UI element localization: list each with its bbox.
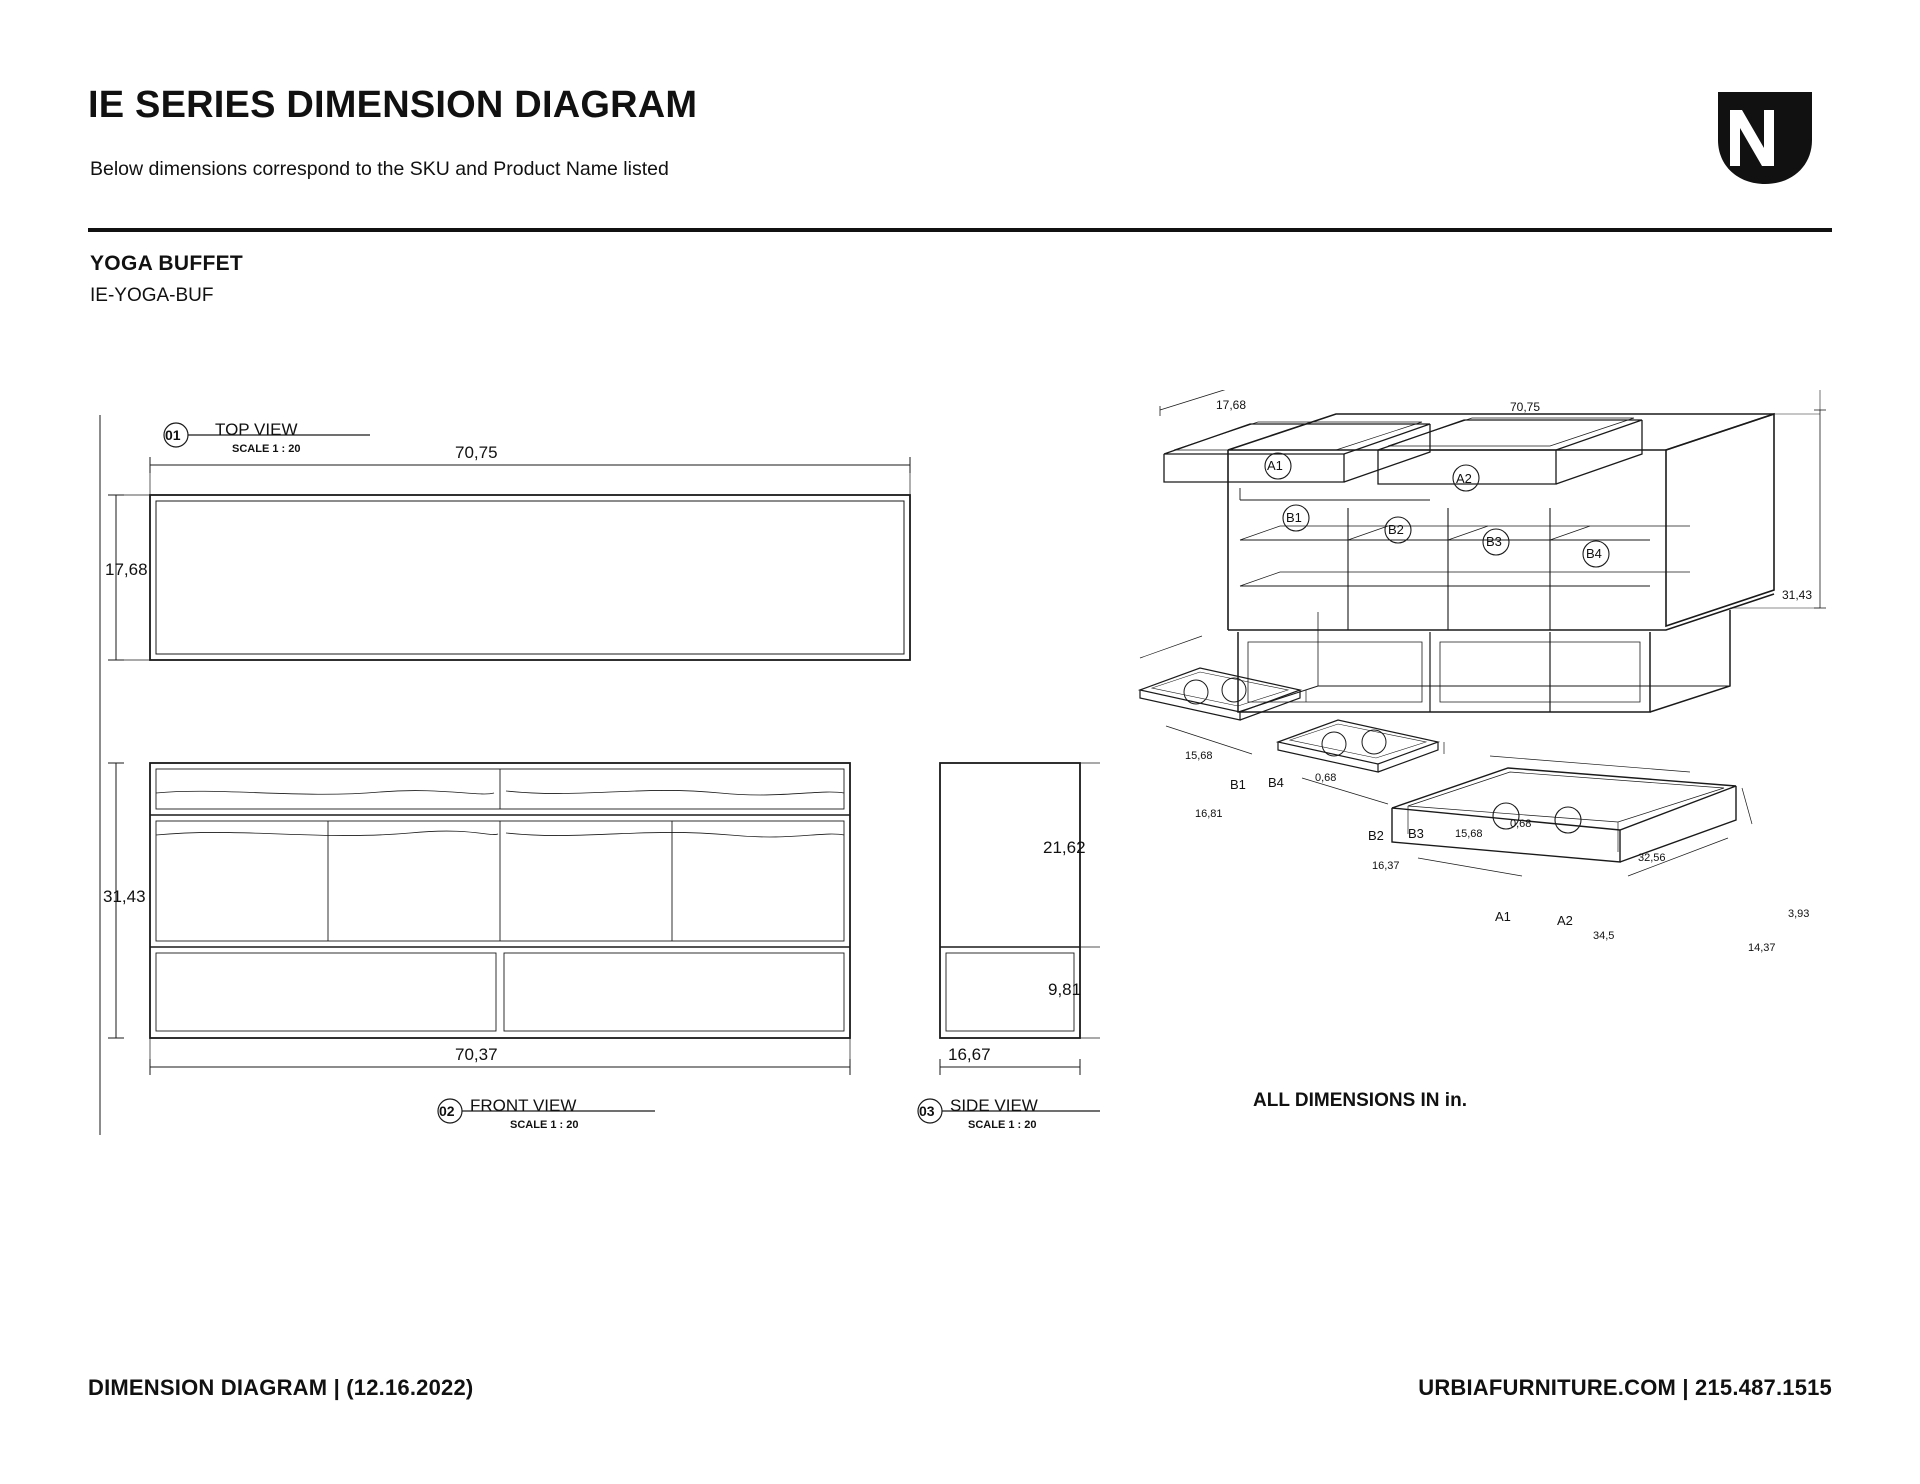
units-note: ALL DIMENSIONS IN in. (1253, 1090, 1467, 1111)
page-subtitle: Below dimensions correspond to the SKU and Product Name listed (90, 158, 669, 180)
view-scale-side: SCALE 1 : 20 (968, 1119, 1037, 1131)
dim-side-upper-height: 21,62 (1043, 838, 1086, 857)
dim-front-height: 31,43 (103, 887, 146, 906)
urbia-shield-logo-icon (1712, 88, 1818, 188)
view-label-front: FRONT VIEW (470, 1096, 577, 1115)
dim-drawer-outer-width: 34,5 (1593, 930, 1615, 942)
dim-drawer-height: 3,93 (1788, 908, 1810, 920)
view-scale-top: SCALE 1 : 20 (232, 443, 301, 455)
view-scale-front: SCALE 1 : 20 (510, 1119, 579, 1131)
callout-b2: B2 (1388, 522, 1404, 537)
header-divider (88, 228, 1832, 232)
callout-shelf-b1: B1 (1230, 777, 1246, 792)
dim-side-depth: 16,67 (948, 1045, 991, 1064)
dim-front-width: 70,37 (455, 1045, 498, 1064)
footer-left-text: DIMENSION DIAGRAM | (12.16.2022) (88, 1375, 474, 1400)
callout-b1: B1 (1286, 510, 1302, 525)
isometric-views-group (1130, 390, 1910, 1020)
view-number-03: 03 (919, 1103, 935, 1119)
view-number-01: 01 (165, 427, 181, 443)
callout-shelf-b3: B3 (1408, 826, 1424, 841)
callout-b4: B4 (1586, 546, 1602, 561)
callout-shelf-b2: B2 (1368, 828, 1384, 843)
dim-side-lower-height: 9,81 (1048, 980, 1082, 999)
dim-shelf-b2b3-depth: 16,37 (1372, 860, 1400, 872)
product-sku: IE-YOGA-BUF (90, 285, 214, 306)
view-number-02: 02 (439, 1103, 455, 1119)
dim-shelf-b2b3-thickness: 0,68 (1510, 818, 1532, 830)
orthographic-views-group (80, 395, 1100, 1155)
dim-shelf-b1b4-width: 15,68 (1185, 750, 1213, 762)
view-label-top: TOP VIEW (215, 420, 298, 439)
dim-shelf-b1b4-depth: 16,81 (1195, 808, 1223, 820)
callout-b3: B3 (1486, 534, 1502, 549)
dim-iso-depth: 17,68 (1216, 398, 1247, 412)
dim-shelf-b2b3-width: 15,68 (1455, 828, 1483, 840)
view-label-side: SIDE VIEW (950, 1096, 1038, 1115)
callout-drawer-a2: A2 (1557, 913, 1573, 928)
callout-a1: A1 (1267, 458, 1283, 473)
dim-drawer-inner-width: 32,56 (1638, 852, 1666, 864)
product-name: YOGA BUFFET (90, 252, 244, 275)
footer-right-text: URBIAFURNITURE.COM | 215.487.1515 (1418, 1375, 1832, 1400)
callout-a2: A2 (1456, 471, 1472, 486)
dim-shelf-b1b4-thickness: 0,68 (1315, 772, 1337, 784)
dim-top-width: 70,75 (455, 443, 498, 462)
dim-iso-width: 70,75 (1510, 400, 1541, 414)
dim-drawer-depth: 14,37 (1748, 942, 1776, 954)
callout-drawer-a1: A1 (1495, 909, 1511, 924)
page-title: IE SERIES DIMENSION DIAGRAM (88, 84, 698, 126)
dim-iso-height: 31,43 (1782, 588, 1813, 602)
dim-top-depth: 17,68 (105, 560, 148, 579)
callout-shelf-b4: B4 (1268, 775, 1284, 790)
